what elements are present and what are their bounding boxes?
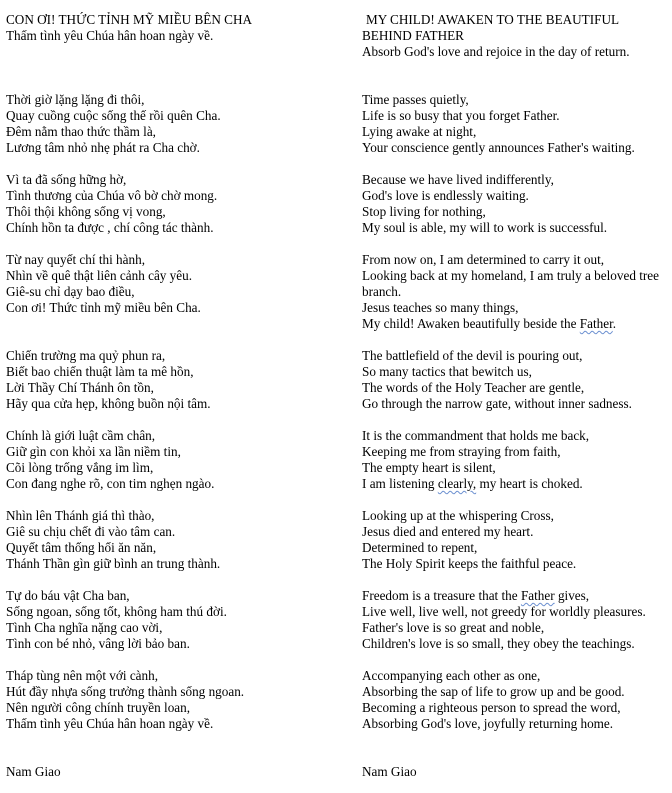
stanza-en-5 (362, 428, 668, 492)
verse-line: Hút đầy nhựa sống trưởng thành sống ngoan. (6, 684, 245, 699)
verse-line: Jesus died and entered my heart. (362, 524, 534, 539)
verse-line: The Holy Spirit keeps the faithful peace. (362, 556, 577, 571)
stanza-vi-8 (6, 668, 346, 732)
verse-line: Absorbing God's love, joyfully returning home. (362, 716, 614, 731)
vietnamese-poem-column (6, 12, 346, 780)
stanza-en-8 (362, 668, 668, 732)
verse-line: Tình Cha nghĩa nặng cao vời, (6, 620, 163, 635)
verse-line: Lying awake at night, (362, 124, 477, 139)
verse-line: Go through the narrow gate, without inner sadness. (362, 396, 632, 411)
verse-line: Keeping me from straying from faith, (362, 444, 561, 459)
verse-line: Con đang nghe rõ, con tim nghẹn ngào. (6, 476, 215, 491)
verse-line: The empty heart is silent, (362, 460, 496, 475)
verse-line: The words of the Holy Teacher are gentle, (362, 380, 585, 395)
verse-line: Determined to repent, (362, 540, 478, 555)
verse-line: Thời giờ lặng lặng đi thôi, (6, 92, 145, 107)
verse-line: Stop living for nothing, (362, 204, 486, 219)
spellcheck-underline: Father (579, 316, 613, 331)
verse-line: Chính là giới luật cầm chân, (6, 428, 156, 443)
verse-line: It is the commandment that holds me back, (362, 428, 590, 443)
verse-line: Accompanying each other as one, (362, 668, 541, 683)
verse-line: My soul is able, my will to work is successful. (362, 220, 608, 235)
verse-line: The battlefield of the devil is pouring out, (362, 348, 583, 363)
verse-line: Giê su chịu chết đi vào tâm can. (6, 524, 176, 539)
stanza-en-1 (362, 92, 668, 156)
verse-line: Nhìn về quê thật liên cảnh cây yêu. (6, 268, 193, 283)
verse-line: Giữ gìn con khỏi xa lần niềm tin, (6, 444, 181, 459)
verse-line: Thôi thội không sống vị vong, (6, 204, 166, 219)
stanza-en-6 (362, 508, 668, 572)
verse-line: Nhìn lên Thánh giá thì thào, (6, 508, 155, 523)
verse-line: Father's love is so great and noble, (362, 620, 545, 635)
stanza-en-3 (362, 252, 668, 332)
verse-line: Biết bao chiến thuật làm ta mê hồn, (6, 364, 194, 379)
stanza-vi-6 (6, 508, 346, 572)
stanza-vi-1 (6, 92, 346, 156)
stanza-vi-2 (6, 172, 346, 236)
english-poem-column (362, 12, 668, 780)
verse-line: Live well, live well, not greedy for worldly pleasures. (362, 604, 646, 619)
stanza-vi-4 (6, 348, 346, 412)
verse-line: Chiến trường ma quỷ phun ra, (6, 348, 166, 363)
verse-line: Hãy qua cửa hẹp, không buồn nội tâm. (6, 396, 211, 411)
stanza-vi-7 (6, 588, 346, 652)
verse-line: Thánh Thần gìn giữ bình an trung thành. (6, 556, 221, 571)
verse-line: Thấm tình yêu Chúa hân hoan ngày về. (6, 716, 214, 731)
verse-line: Life is so busy that you forget Father. (362, 108, 560, 123)
verse-line: Từ nay quyết chí thi hành, (6, 252, 145, 267)
verse-line: Quyết tâm thống hối ăn năn, (6, 540, 157, 555)
verse-line: Con ơi! Thức tỉnh mỹ miều bên Cha. (6, 300, 201, 315)
verse-line: Quay cuồng cuộc sống thế rồi quên Cha. (6, 108, 221, 123)
verse-line: I am listening clearly, my heart is choked. (362, 476, 583, 491)
stanza-en-2 (362, 172, 668, 236)
stanza-vi-3 (6, 252, 346, 316)
stanza-en-4 (362, 348, 668, 412)
spellcheck-underline: clearly, (437, 476, 477, 491)
verse-line: Looking up at the whispering Cross, (362, 508, 554, 523)
verse-line: Your conscience gently announces Father's waiting. (362, 140, 635, 155)
verse-line: Cõi lòng trống vắng im lìm, (6, 460, 154, 475)
verse-line: Absorbing the sap of life to grow up and be good. (362, 684, 625, 699)
stanza-vi-5 (6, 428, 346, 492)
verse-line: Children's love is so small, they obey the teachings. (362, 636, 635, 651)
author-signature-en: Nam Giao (362, 764, 417, 779)
verse-line: My child! Awaken beautifully beside the Father. (362, 316, 617, 331)
author-signature-vi: Nam Giao (6, 764, 61, 779)
verse-line: Jesus teaches so many things, (362, 300, 519, 315)
poem-title-en-line1: MY CHILD! AWAKEN TO THE BEAUTIFUL (366, 12, 620, 27)
verse-line: Because we have lived indifferently, (362, 172, 554, 187)
verse-line: Nên người công chính truyền loan, (6, 700, 191, 715)
verse-line: Freedom is a treasure that the Father gives, (362, 588, 590, 603)
verse-line: So many tactics that bewitch us, (362, 364, 532, 379)
verse-line: Looking back at my homeland, I am truly a beloved tree branch. (362, 268, 659, 299)
verse-line: Tình con bé nhỏ, vâng lời bảo ban. (6, 636, 190, 651)
verse-line: God's love is endlessly waiting. (362, 188, 529, 203)
verse-line: Lời Thầy Chí Thánh ôn tồn, (6, 380, 154, 395)
verse-line: Tháp tùng nên một với cành, (6, 668, 159, 683)
stanza-en-7 (362, 588, 668, 652)
verse-line: From now on, I am determined to carry it out, (362, 252, 605, 267)
poem-subtitle-vi: Thấm tình yêu Chúa hân hoan ngày về. (6, 28, 214, 43)
poem-title-en-line2: BEHIND FATHER (362, 28, 464, 43)
verse-line: Sống ngoan, sống tốt, không ham thú đời. (6, 604, 227, 619)
verse-line: Tình thương của Chúa vô bờ chờ mong. (6, 188, 218, 203)
verse-line: Lương tâm nhỏ nhẹ phát ra Cha chờ. (6, 140, 200, 155)
verse-line: Vì ta đã sống hững hờ, (6, 172, 127, 187)
verse-line: Time passes quietly, (362, 92, 469, 107)
poem-title-vi: CON ƠI! THỨC TỈNH MỸ MIỀU BÊN CHA (6, 12, 253, 27)
verse-line: Tự do báu vật Cha ban, (6, 588, 130, 603)
verse-line: Becoming a righteous person to spread the word, (362, 700, 621, 715)
verse-line: Chính hồn ta được , chí công tác thành. (6, 220, 214, 235)
spellcheck-underline: Father (520, 588, 555, 603)
poem-subtitle-en: Absorb God's love and rejoice in the day of return. (362, 44, 630, 59)
verse-line: Đêm nằm thao thức thầm là, (6, 124, 156, 139)
verse-line: Giê-su chỉ dạy bao điều, (6, 284, 135, 299)
